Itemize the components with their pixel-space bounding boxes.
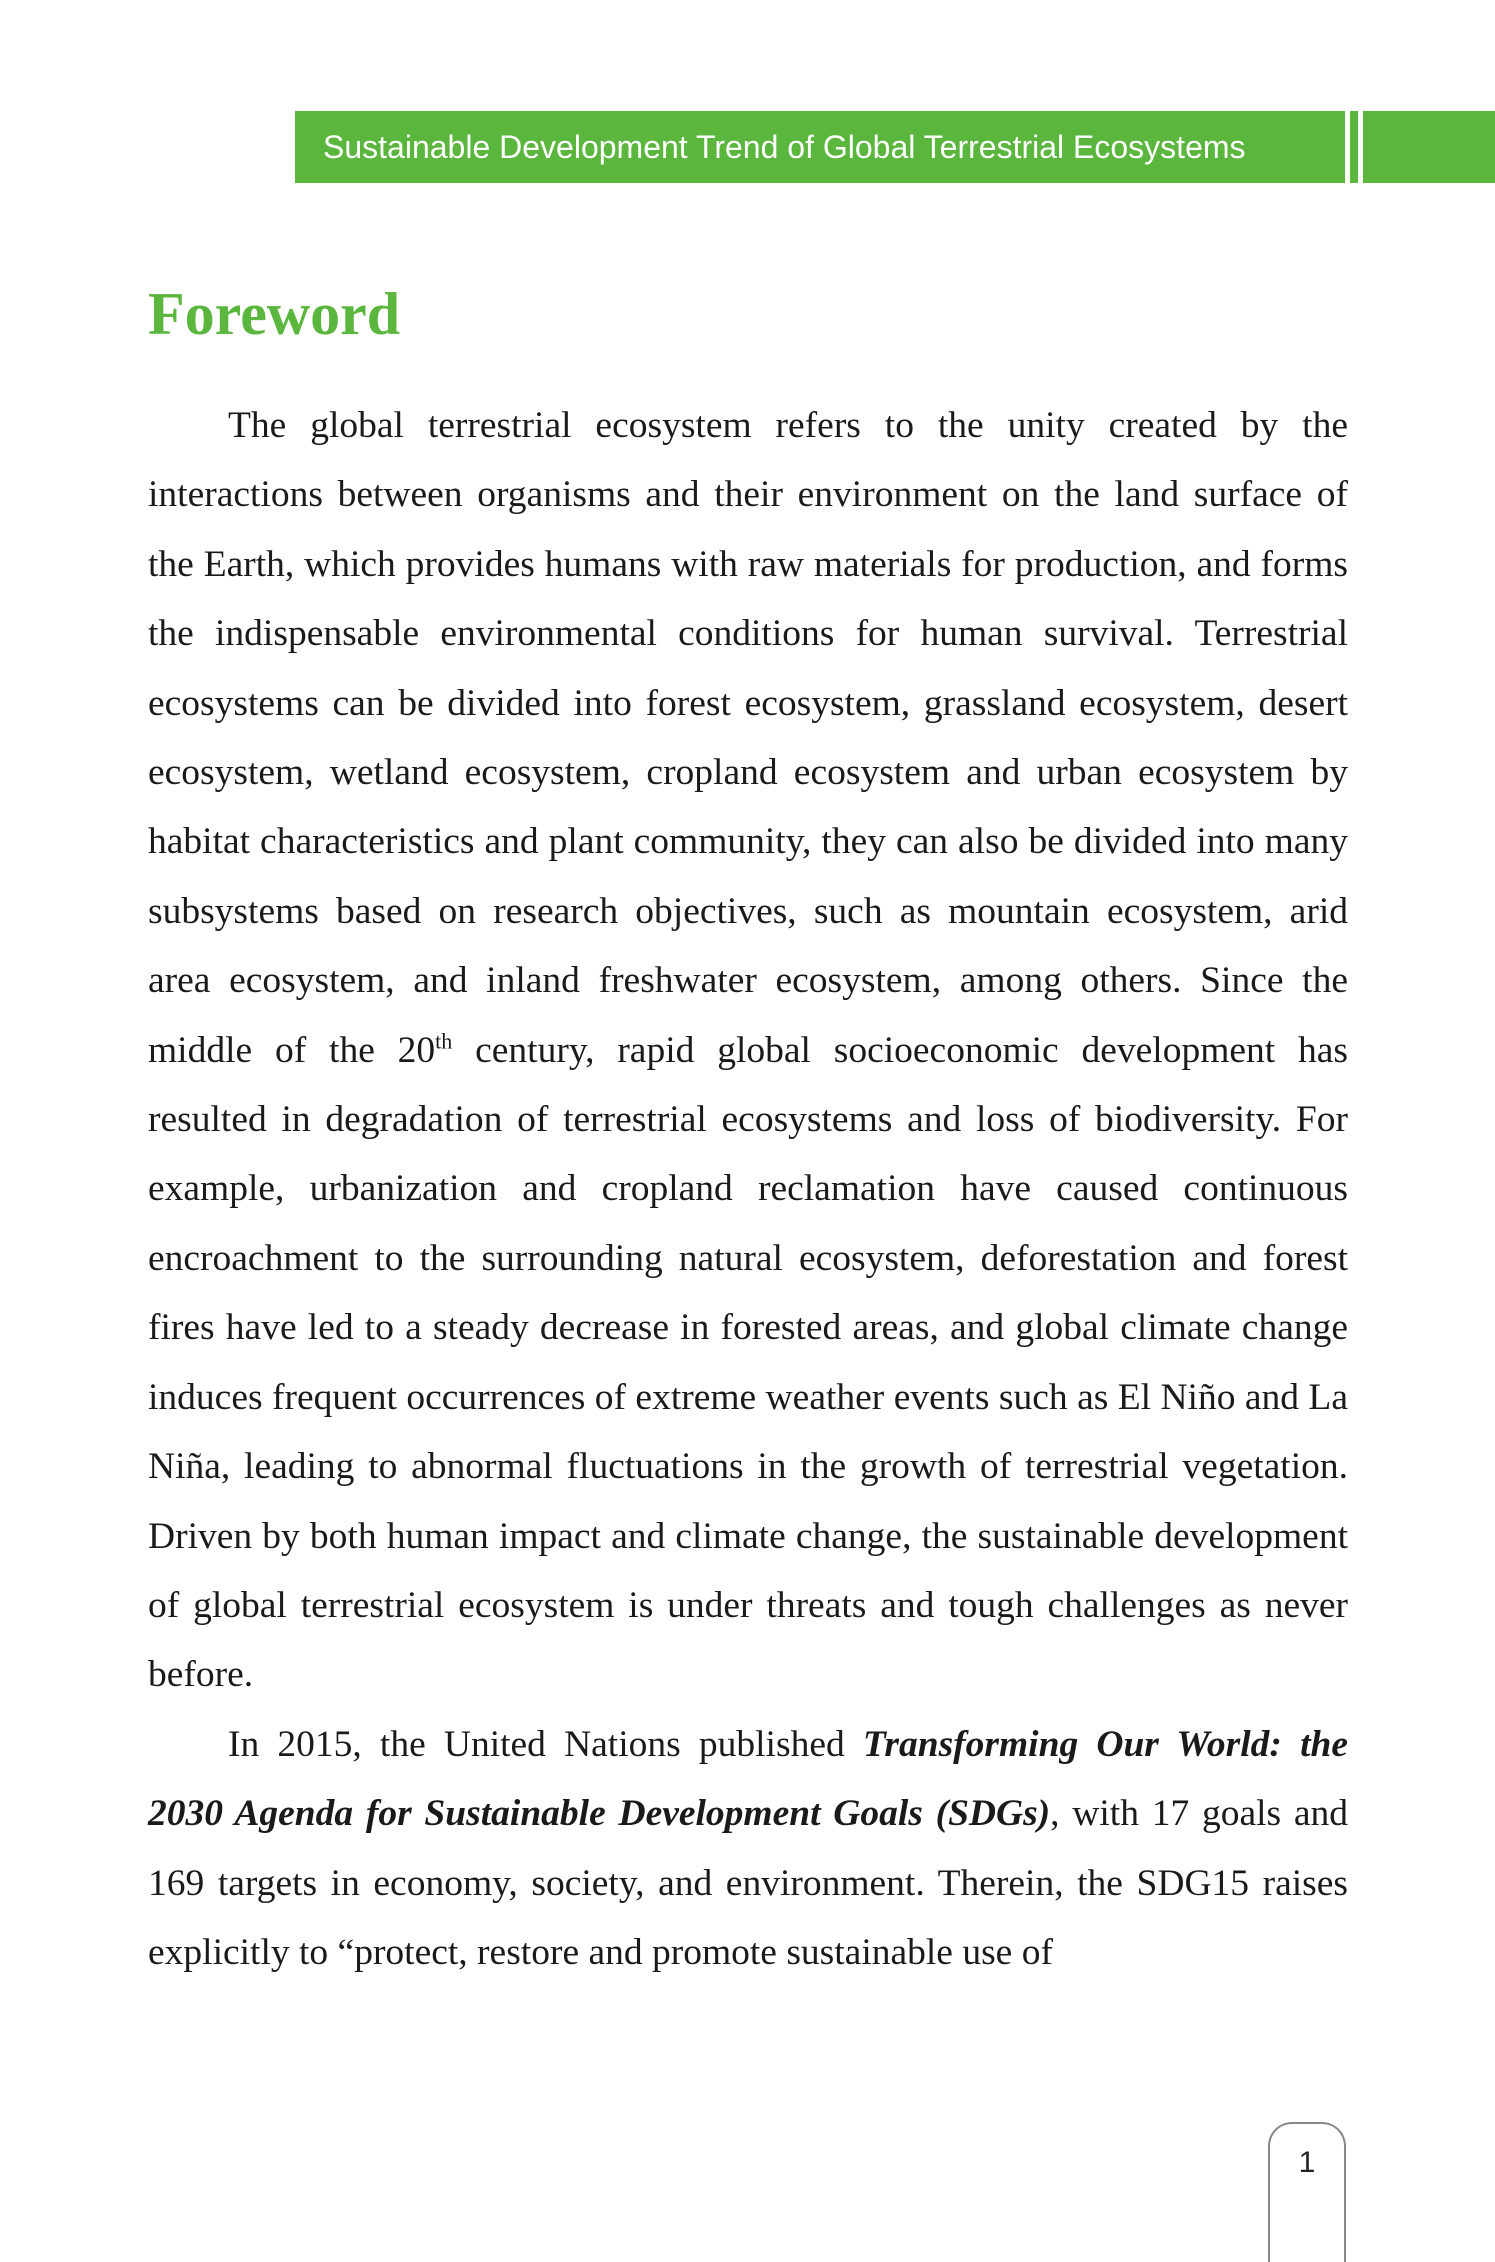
publication-title: Transforming Our World: the 2030 Agenda for Sustainable Development Goals (SDGs) [148,1723,1348,1835]
paragraph-1-text: The global terrestrial ecosystem refers to the unity created by the interactions between organisms and their environment on the land surface of the Earth, which provides humans with raw materials for production, and forms the indispensable environmental conditions for human survival. Terrestrial ecosystems can be divided into forest ecosystem, grassland ecosystem, desert ecosystem, wetland ecosystem, cropland ecosystem and urban ecosystem by habitat characteristics and plant community, they can also be divided into many subsystems based on research objectives, such as mountain ecosystem, arid area ecosystem, and inland freshwater ecosystem, among others. Since the middle of the 20 [148,405,1348,1071]
header-separator-bar [1350,111,1358,183]
body-text [148,391,1348,1987]
header-edge-band [1363,111,1495,183]
ordinal-superscript: th [435,1028,453,1054]
running-header-band [295,111,1345,183]
paragraph-2-text-continued: , with 17 goals and 169 targets in economy, society, and environment. Therein, the SDG15 raises explicitly to “protect, restore and promote sustainable use of [148,1793,1348,1973]
paragraph-2 [148,1710,1348,1988]
page-number-tab [1268,2122,1346,2262]
paragraph-1 [148,391,1348,1710]
paragraph-2-text: In 2015, the United Nations published [228,1723,863,1765]
section-title: Foreword [148,281,401,347]
page-number: 1 [1298,2146,1316,2179]
paragraph-1-text-continued: century, rapid global socioeconomic development has resulted in degradation of terrestrial ecosystems and loss of biodiversity. For example, urbanization and cropland reclamation have caused continuous encroachment to the surrounding natural ecosystem, deforestation and forest fires have led to a steady decrease in forested areas, and global climate change induces frequent occurrences of extreme weather events such as El Niño and La Niña, leading to abnormal fluctuations in the growth of terrestrial vegetation. Driven by both human impact and climate change, the sustainable development of global terrestrial ecosystem is under threats and tough challenges as never before. [148,1029,1348,1696]
running-header-title: Sustainable Development Trend of Global Terrestrial Ecosystems [323,129,1246,165]
